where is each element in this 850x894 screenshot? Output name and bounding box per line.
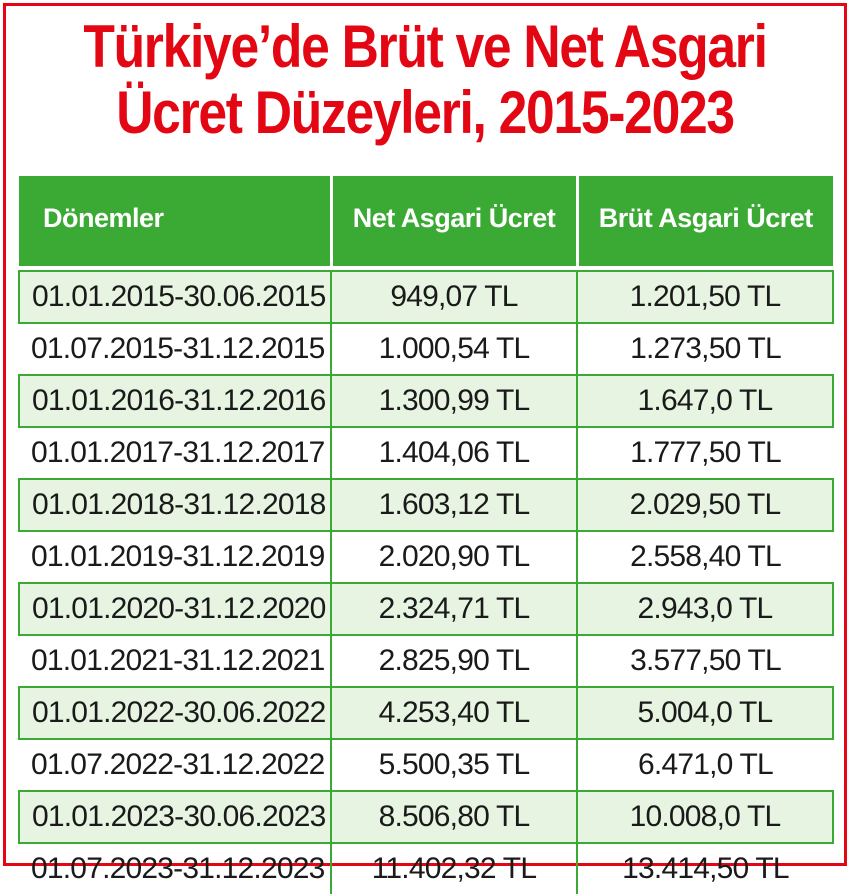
cell-gross-wage: 5.004,0 TL (577, 687, 833, 739)
table-header-row (19, 176, 833, 266)
cell-gross-wage: 2.943,0 TL (577, 583, 833, 635)
cell-period: 01.07.2015-31.12.2015 (31, 332, 325, 365)
cell-net-wage: 1.603,12 TL (331, 479, 577, 531)
cell-period: 01.07.2022-31.12.2022 (31, 748, 325, 781)
cell-gross-wage: 1.777,50 TL (577, 427, 833, 479)
cell-net-wage: 4.253,40 TL (331, 687, 577, 739)
table-row (19, 687, 833, 739)
cell-gross-wage: 13.414,50 TL (577, 843, 833, 894)
header-gross-wage: Brüt Asgari Ücret (577, 176, 833, 266)
cell-net-wage: 1.300,99 TL (331, 375, 577, 427)
table-row (19, 375, 833, 427)
cell-net-wage: 2.020,90 TL (331, 531, 577, 583)
table-row (19, 583, 833, 635)
cell-gross-wage: 2.558,40 TL (577, 531, 833, 583)
cell-period: 01.01.2018-31.12.2018 (19, 479, 331, 531)
cell-period: 01.07.2023-31.12.2023 (31, 852, 325, 885)
cell-net-wage: 2.324,71 TL (331, 583, 577, 635)
cell-net-wage: 949,07 TL (331, 271, 577, 323)
cell-gross-wage: 1.201,50 TL (577, 271, 833, 323)
cell-gross-wage: 10.008,0 TL (577, 791, 833, 843)
cell-net-wage: 1.000,54 TL (331, 323, 577, 375)
table-row (19, 271, 833, 323)
cell-gross-wage: 1.273,50 TL (577, 323, 833, 375)
cell-gross-wage: 2.029,50 TL (577, 479, 833, 531)
minimum-wage-table (18, 176, 834, 894)
cell-net-wage: 11.402,32 TL (331, 843, 577, 894)
cell-period: 01.01.2019-31.12.2019 (31, 540, 325, 573)
cell-period: 01.01.2015-30.06.2015 (19, 271, 331, 323)
table-row (19, 323, 833, 375)
cell-period: 01.01.2023-30.06.2023 (19, 791, 331, 843)
table-row (19, 531, 833, 583)
page-title (65, 14, 786, 146)
cell-period: 01.01.2021-31.12.2021 (31, 644, 325, 677)
cell-net-wage: 1.404,06 TL (331, 427, 577, 479)
cell-period: 01.01.2016-31.12.2016 (19, 375, 331, 427)
table-row (19, 635, 833, 687)
cell-period: 01.01.2017-31.12.2017 (31, 436, 325, 469)
title-line-1: Türkiye’de Brüt ve Net Asgari (83, 13, 767, 80)
table-row (19, 739, 833, 791)
cell-gross-wage: 6.471,0 TL (577, 739, 833, 791)
cell-gross-wage: 1.647,0 TL (577, 375, 833, 427)
table-row (19, 427, 833, 479)
cell-net-wage: 2.825,90 TL (331, 635, 577, 687)
table-row (19, 791, 833, 843)
table-row (19, 479, 833, 531)
header-net-wage: Net Asgari Ücret (331, 176, 577, 266)
cell-period: 01.01.2022-30.06.2022 (19, 687, 331, 739)
cell-net-wage: 8.506,80 TL (331, 791, 577, 843)
cell-net-wage: 5.500,35 TL (331, 739, 577, 791)
header-period: Dönemler (19, 176, 331, 266)
cell-period: 01.01.2020-31.12.2020 (19, 583, 331, 635)
cell-gross-wage: 3.577,50 TL (577, 635, 833, 687)
title-line-2: Ücret Düzeyleri, 2015-2023 (116, 79, 734, 146)
